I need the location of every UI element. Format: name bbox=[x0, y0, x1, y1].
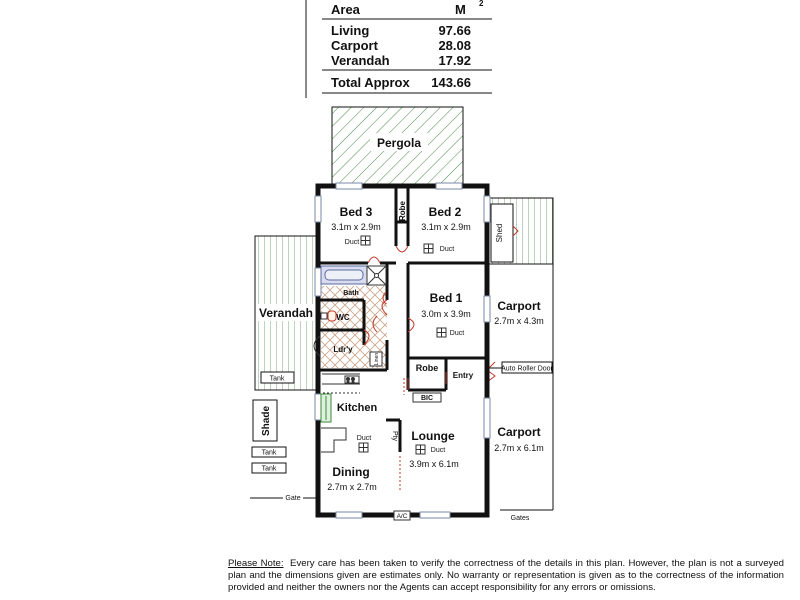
gates-label: Gates bbox=[510, 515, 530, 522]
area-unit: M bbox=[455, 2, 466, 17]
area-row-value: 97.66 bbox=[438, 23, 471, 38]
tank-label: Tank bbox=[261, 449, 277, 457]
disclaimer-note bbox=[228, 558, 784, 595]
verandah-label: Verandah bbox=[258, 306, 314, 320]
duct-label: Duct bbox=[344, 239, 360, 246]
area-row-label: Carport bbox=[331, 38, 378, 53]
area-total-value: 143.66 bbox=[431, 75, 471, 90]
carport-2-name: Carport bbox=[497, 425, 541, 439]
laundry-label: Ldr'y bbox=[333, 345, 353, 354]
shade-label: Shade bbox=[261, 405, 272, 437]
bed2-name: Bed 2 bbox=[428, 205, 462, 219]
bic-label: BIC bbox=[420, 395, 434, 402]
shed-label: Shed bbox=[495, 223, 504, 243]
area-unit-sup: 2 bbox=[479, 0, 484, 8]
pergola-label: Pergola bbox=[376, 136, 422, 150]
pergola bbox=[332, 107, 463, 186]
area-row-value: 17.92 bbox=[438, 53, 471, 68]
area-total-label: Total Approx bbox=[331, 75, 410, 90]
verandah bbox=[255, 236, 318, 390]
bed1-dims: 3.0m x 3.9m bbox=[421, 309, 471, 319]
linen-label: Linen bbox=[374, 352, 380, 366]
bed1-name: Bed 1 bbox=[429, 291, 463, 305]
ac-label: A/C bbox=[396, 513, 408, 520]
duct-label: Duct bbox=[449, 330, 465, 337]
tank-label: Tank bbox=[269, 375, 285, 383]
area-row-label: Verandah bbox=[331, 53, 390, 68]
duct-label: Duct bbox=[430, 447, 446, 454]
robe-label: Robe bbox=[398, 201, 407, 221]
area-table bbox=[306, 0, 492, 98]
bed3-dims: 3.1m x 2.9m bbox=[331, 222, 381, 232]
lounge-dims: 3.9m x 6.1m bbox=[409, 459, 459, 469]
tank-label: Tank bbox=[261, 465, 277, 473]
duct-label: Duct bbox=[439, 246, 455, 253]
carport-1-dims: 2.7m x 4.3m bbox=[494, 316, 544, 326]
bath-label: Bath bbox=[343, 290, 359, 297]
bed2-dims: 3.1m x 2.9m bbox=[421, 222, 471, 232]
dining-dims: 2.7m x 2.7m bbox=[327, 482, 377, 492]
dining-name: Dining bbox=[332, 465, 370, 479]
bed3-name: Bed 3 bbox=[339, 205, 373, 219]
lounge-name: Lounge bbox=[411, 429, 455, 443]
entry-label: Entry bbox=[452, 371, 474, 380]
area-row-label: Living bbox=[331, 23, 370, 38]
kitchen-label: Kitchen bbox=[336, 402, 378, 414]
auto-roller-door-label: Auto Roller Door bbox=[501, 365, 553, 373]
duct-label: Duct bbox=[356, 435, 372, 442]
gate-label: Gate bbox=[285, 495, 301, 502]
robe2-label: Robe bbox=[415, 363, 439, 373]
carport-1-name: Carport bbox=[497, 299, 541, 313]
carport-area bbox=[487, 198, 554, 522]
pantry-label: Pty bbox=[391, 430, 398, 442]
note-heading: Please Note: bbox=[228, 558, 284, 569]
area-header: Area bbox=[331, 2, 360, 17]
wc-label: WC bbox=[336, 313, 350, 322]
note-text: Every care has been taken to verify the correctness of the details in this plan. However, the plan is not a surveyed plan and the dimensions given are estimates only. No warranty or representation is given as to the correctness of the information provided and neither the owners nor the Agents can accept responsibility for any errors or omissions. bbox=[228, 558, 784, 594]
carport-2-dims: 2.7m x 6.1m bbox=[494, 443, 544, 453]
area-row-value: 28.08 bbox=[438, 38, 471, 53]
shade-area bbox=[250, 400, 317, 502]
